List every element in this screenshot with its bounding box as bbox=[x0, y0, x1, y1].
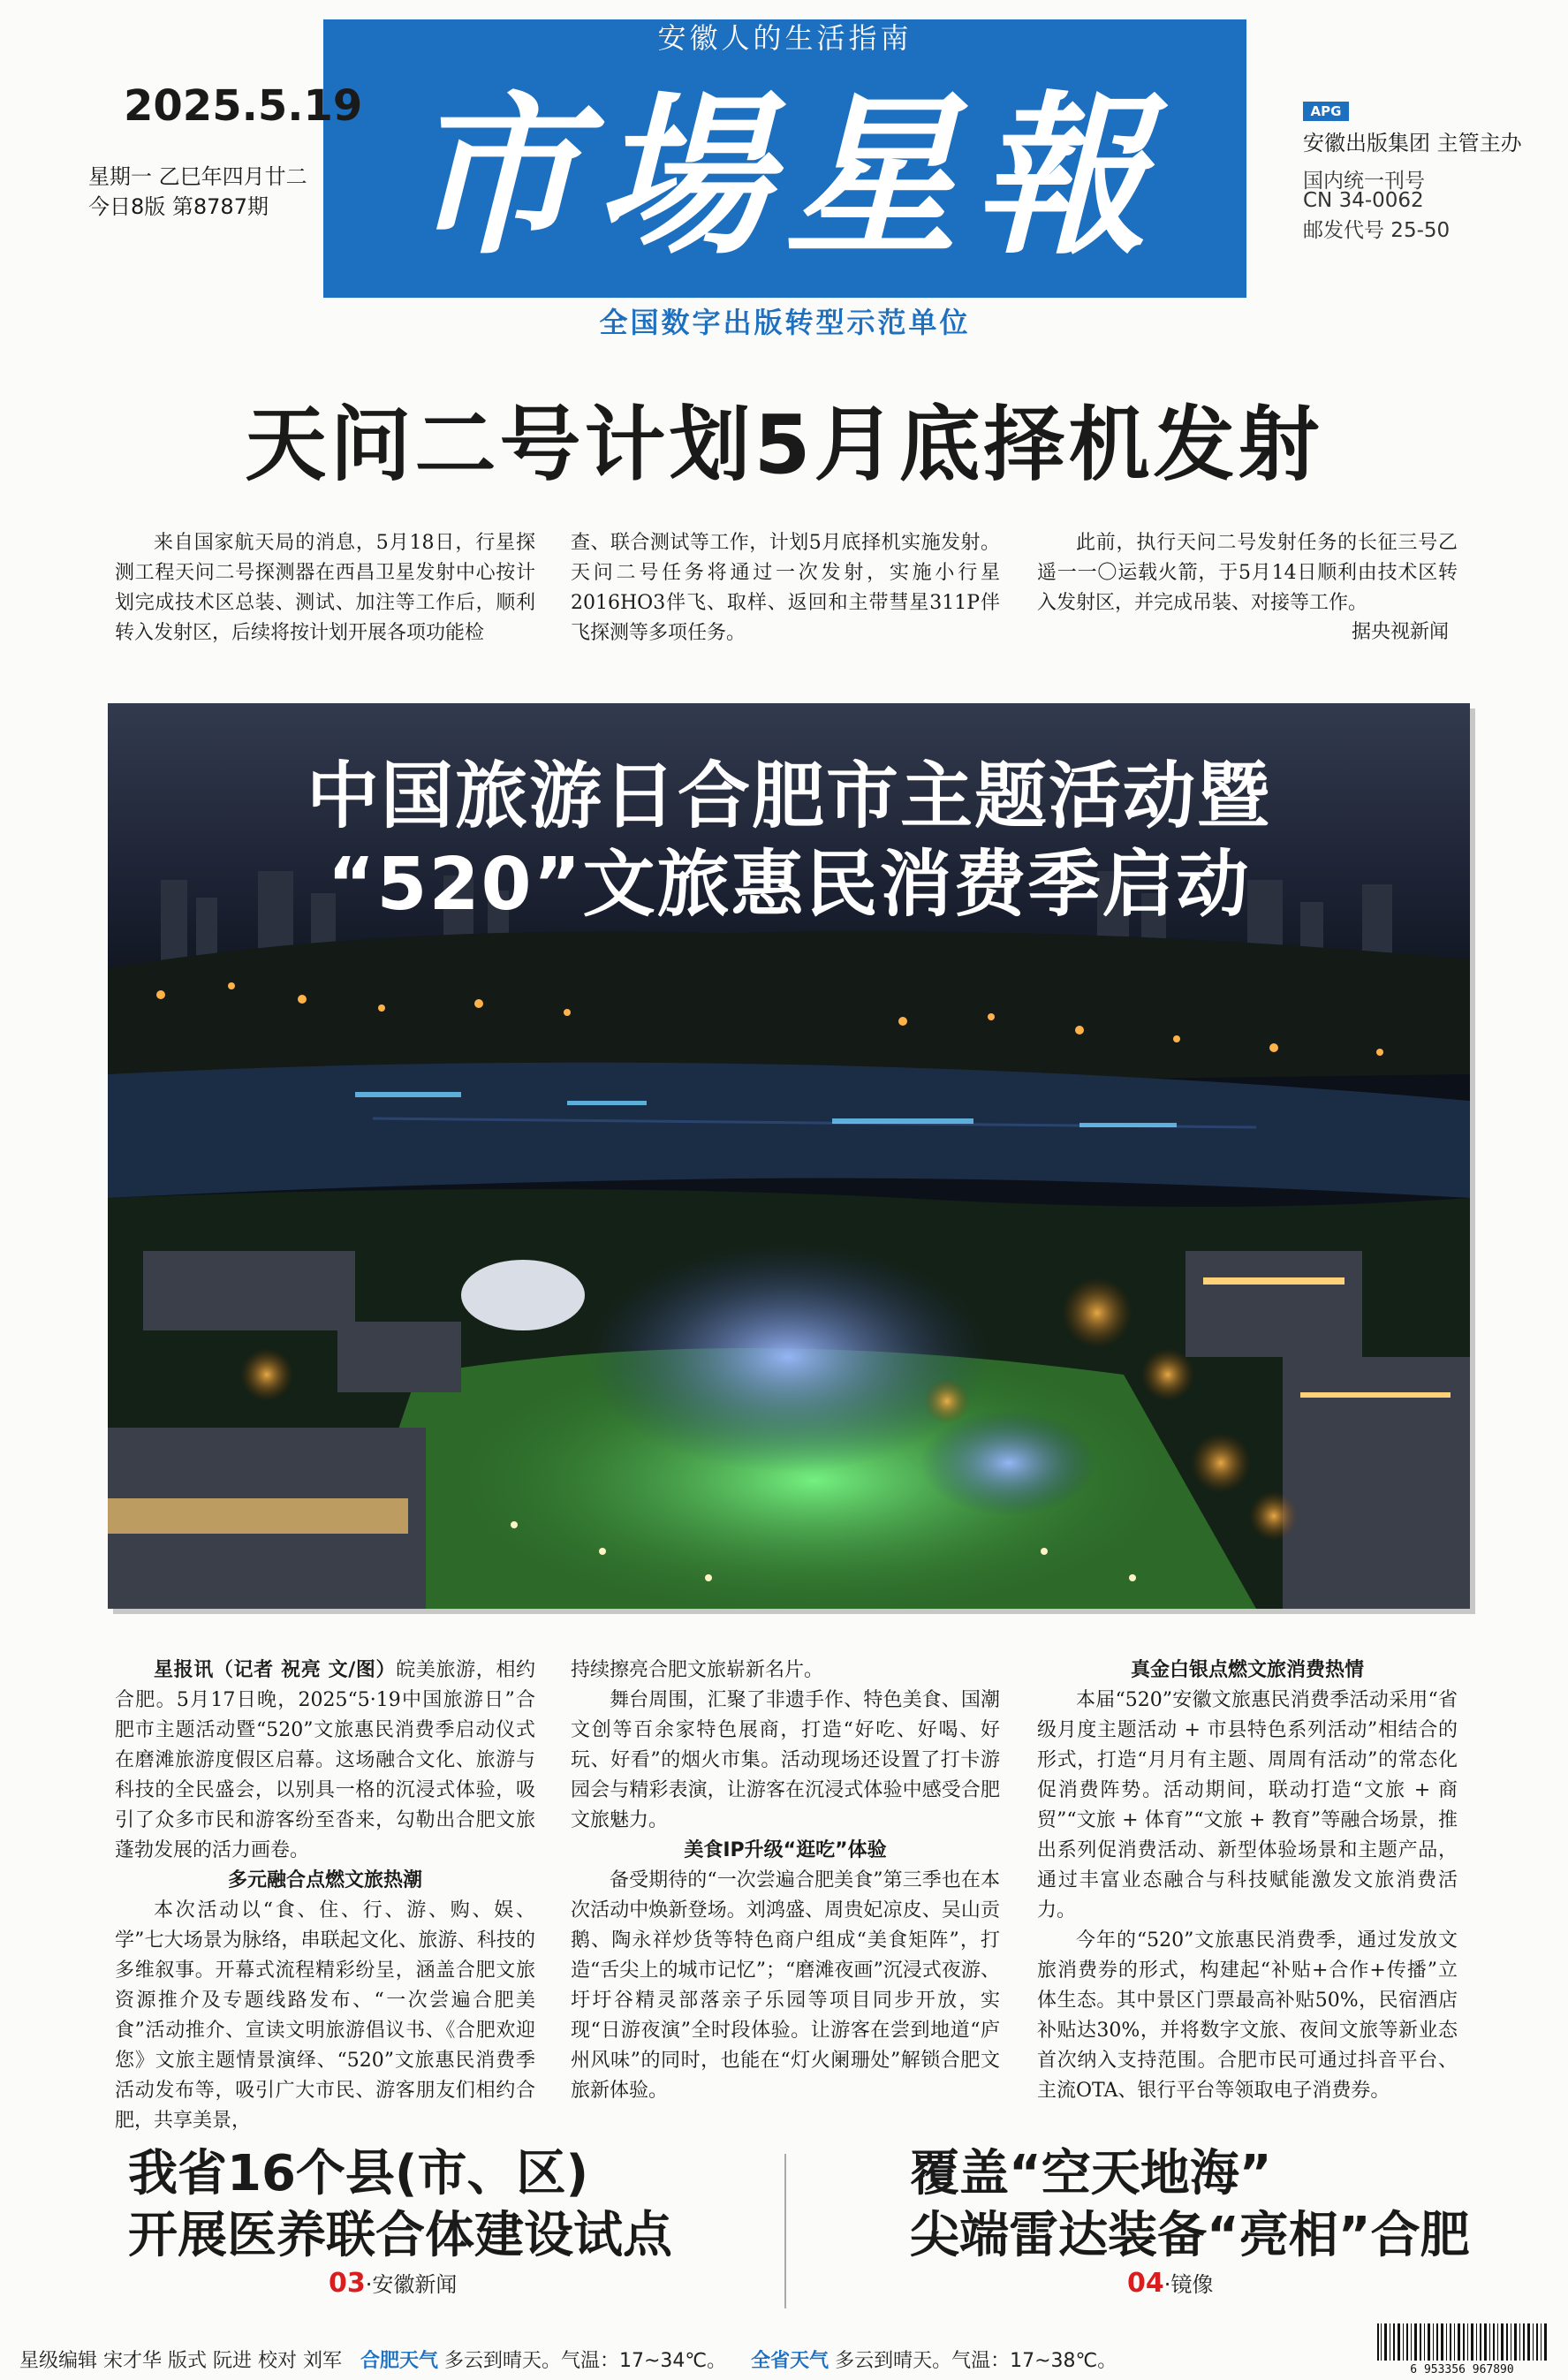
article-column-2 bbox=[571, 1656, 1000, 2106]
teaser-2-page-ref[interactable] bbox=[1127, 2267, 1213, 2299]
subheading-3: 真金白银点燃文旅消费热情 bbox=[1130, 1659, 1364, 1681]
headline-source: 据央视新闻 bbox=[1352, 621, 1450, 643]
article-paragraph-1: 皖美旅游，相约合肥。5月17日晚，2025“5·19中国旅游日”合肥市主题活动暨“520”文旅惠民消费季启动仪式在磨滩旅游度假区启幕。这场融合文化、旅游与科技的全民盛会，以别具一格的沉浸式体验，吸引了众多市民和游客纷至沓来，勾勒出合肥文旅蓬勃发展的活力画卷。 bbox=[115, 1659, 535, 1861]
teaser-2-line-1[interactable]: 覆盖“空天地海” bbox=[910, 2145, 1272, 2202]
hefei-weather-text: 多云到晴天。气温：17~34℃。 bbox=[443, 2350, 727, 2372]
photo-title-line-2: “520”文旅惠民消费季启动 bbox=[327, 843, 1251, 927]
article-column-1 bbox=[115, 1656, 535, 2136]
masthead-tagline: 安徽人的生活指南 bbox=[657, 21, 913, 55]
issue-date: 2025.5.19 bbox=[124, 81, 363, 131]
teaser-2-section: 镜像 bbox=[1170, 2272, 1214, 2297]
article-column-3 bbox=[1037, 1656, 1458, 2106]
teaser-2-page-number: 04 bbox=[1127, 2268, 1164, 2299]
teaser-1-line-2[interactable]: 开展医养联合体建设试点 bbox=[128, 2207, 672, 2264]
teaser-2-dot: · bbox=[1163, 2272, 1171, 2297]
postal-code: 邮发代号 25-50 bbox=[1303, 219, 1451, 242]
photo-title-line-1: 中国旅游日合肥市主题活动暨 bbox=[306, 754, 1271, 838]
article-byline: 星报讯（记者 祝亮 文/图） bbox=[154, 1659, 397, 1681]
cn-label: 国内统一刊号 bbox=[1303, 170, 1425, 193]
article-paragraph-3: 舞台周围，汇聚了非遗手作、特色美食、国潮文创等百余家特色展商，打造“好吃、好喝、好玩、好看”的烟火市集。活动现场还设置了打卡游园会与精彩表演，让游客在沉浸式体验中感受合肥文旅魅力。 bbox=[571, 1689, 1000, 1831]
weekday-lunar: 星期一 乙巳年四月廿二 bbox=[88, 164, 307, 189]
footer-staff: 星级编辑 宋才华 版式 阮进 校对 刘军 bbox=[19, 2350, 342, 2372]
article-paragraph-2: 本次活动以“食、住、行、游、购、娱、学”七大场景为脉络，串联起文化、旅游、科技的多维叙事。开幕式流程精彩纷呈，涵盖合肥文旅资源推介及专题线路发布、“一次尝遍合肥美食”活动推介、宣读文明旅游倡议书、《合肥欢迎您》文旅主题情景演绎、“520”文旅惠民消费季活动发布等，吸引广大市民、游客朋友们相约合肥，共享美景， bbox=[115, 1899, 535, 2132]
article-paragraph-5: 本届“520”安徽文旅惠民消费季活动采用“省级月度主题活动 + 市县特色系列活动”相结合的形式，打造“月月有主题、周周有活动”的常态化促消费阵势。活动期间，联动打造“文旅 + 商贸”“文旅 + 体育”“文旅 + 教育”等融合场景，推出系列促消费活动、新型体验场景和主题产品，通过丰富业态融合与科技赋能激发文旅消费活力。 bbox=[1037, 1689, 1458, 1921]
headline-title: 天问二号计划5月底择机发射 bbox=[245, 398, 1323, 492]
province-weather-text: 多云到晴天。气温：17~38℃。 bbox=[835, 2350, 1117, 2372]
barcode-icon bbox=[1374, 2323, 1550, 2375]
teaser-1-section: 安徽新闻 bbox=[372, 2272, 458, 2297]
footer-bar bbox=[19, 2346, 1117, 2373]
subheading-2: 美食IP升级“逛吃”体验 bbox=[684, 1839, 887, 1861]
teaser-1-line-1[interactable]: 我省16个县(市、区) bbox=[128, 2145, 589, 2202]
teaser-divider bbox=[784, 2154, 786, 2308]
hefei-weather-label: 合肥天气 bbox=[360, 2350, 438, 2372]
article-lead-paragraph bbox=[115, 1656, 535, 1866]
headline-col-2: 查、联合测试等工作，计划5月底择机实施发射。天问二号任务将通过一次发射，实施小行星2016HO3伴飞、取样、返回和主带彗星311P伴飞探测等多项任务。 bbox=[571, 532, 1000, 644]
teaser-1-page-number: 03 bbox=[329, 2268, 366, 2299]
issue-info: 今日8版 第8787期 bbox=[88, 194, 269, 219]
teaser-2-line-2[interactable]: 尖端雷达装备“亮相”合肥 bbox=[910, 2207, 1470, 2264]
article-paragraph-2-continued: 持续擦亮合肥文旅崭新名片。 bbox=[571, 1659, 824, 1681]
province-weather-label: 全省天气 bbox=[751, 2350, 829, 2372]
teaser-1-page-ref[interactable] bbox=[329, 2267, 457, 2299]
newspaper-name: 市場星報 bbox=[406, 75, 1163, 278]
night-aerial-photo bbox=[108, 703, 1470, 1609]
apg-logo-icon: APG bbox=[1303, 102, 1349, 121]
subheading-1: 多元融合点燃文旅热潮 bbox=[227, 1869, 422, 1891]
masthead-subtag: 全国数字出版转型示范单位 bbox=[599, 306, 971, 339]
headline-col-1: 来自国家航天局的消息，5月18日，行星探测工程天问二号探测器在西昌卫星发射中心按计划完成技术区总装、测试、加注等工作后，顺利转入发射区，后续将按计划开展各项功能检 bbox=[115, 532, 535, 644]
teaser-1-dot: · bbox=[365, 2272, 373, 2297]
article-paragraph-6: 今年的“520”文旅惠民消费季，通过发放文旅消费券的形式，构建起“补贴+合作+传播”立体生态。其中景区门票最高补贴50%，民宿酒店补贴达30%，并将数字文旅、夜间文旅等新业态首次纳入支持范围。合肥市民可通过抖音平台、主流OTA、银行平台等领取电子消费券。 bbox=[1037, 1929, 1458, 2102]
barcode-number: 6 953356 967890 bbox=[1410, 2363, 1514, 2375]
headline-col-3: 此前，执行天问二号发射任务的长征三号乙遥一一〇运载火箭，于5月14日顺利由技术区转入发射区，并完成吊装、对接等工作。 bbox=[1037, 532, 1458, 614]
masthead-banner bbox=[323, 19, 1246, 298]
barcode bbox=[1374, 2323, 1550, 2375]
publisher: 安徽出版集团 主管主办 bbox=[1303, 131, 1522, 155]
cn-number: CN 34-0062 bbox=[1303, 189, 1424, 212]
article-paragraph-4: 备受期待的“一次尝遍合肥美食”第三季也在本次活动中焕新登场。刘鸿盛、周贵妃凉皮、吴山贡鹅、陶永祥炒货等特色商户组成“美食矩阵”，打造“舌尖上的城市记忆”；“磨滩夜画”沉浸式夜游、圩圩谷精灵部落亲子乐园等项目同步开放，实现“日游夜演”全时段体验。让游客在尝到地道“庐州风味”的同时，也能在“灯火阑珊处”解锁合肥文旅新体验。 bbox=[571, 1869, 1000, 2102]
